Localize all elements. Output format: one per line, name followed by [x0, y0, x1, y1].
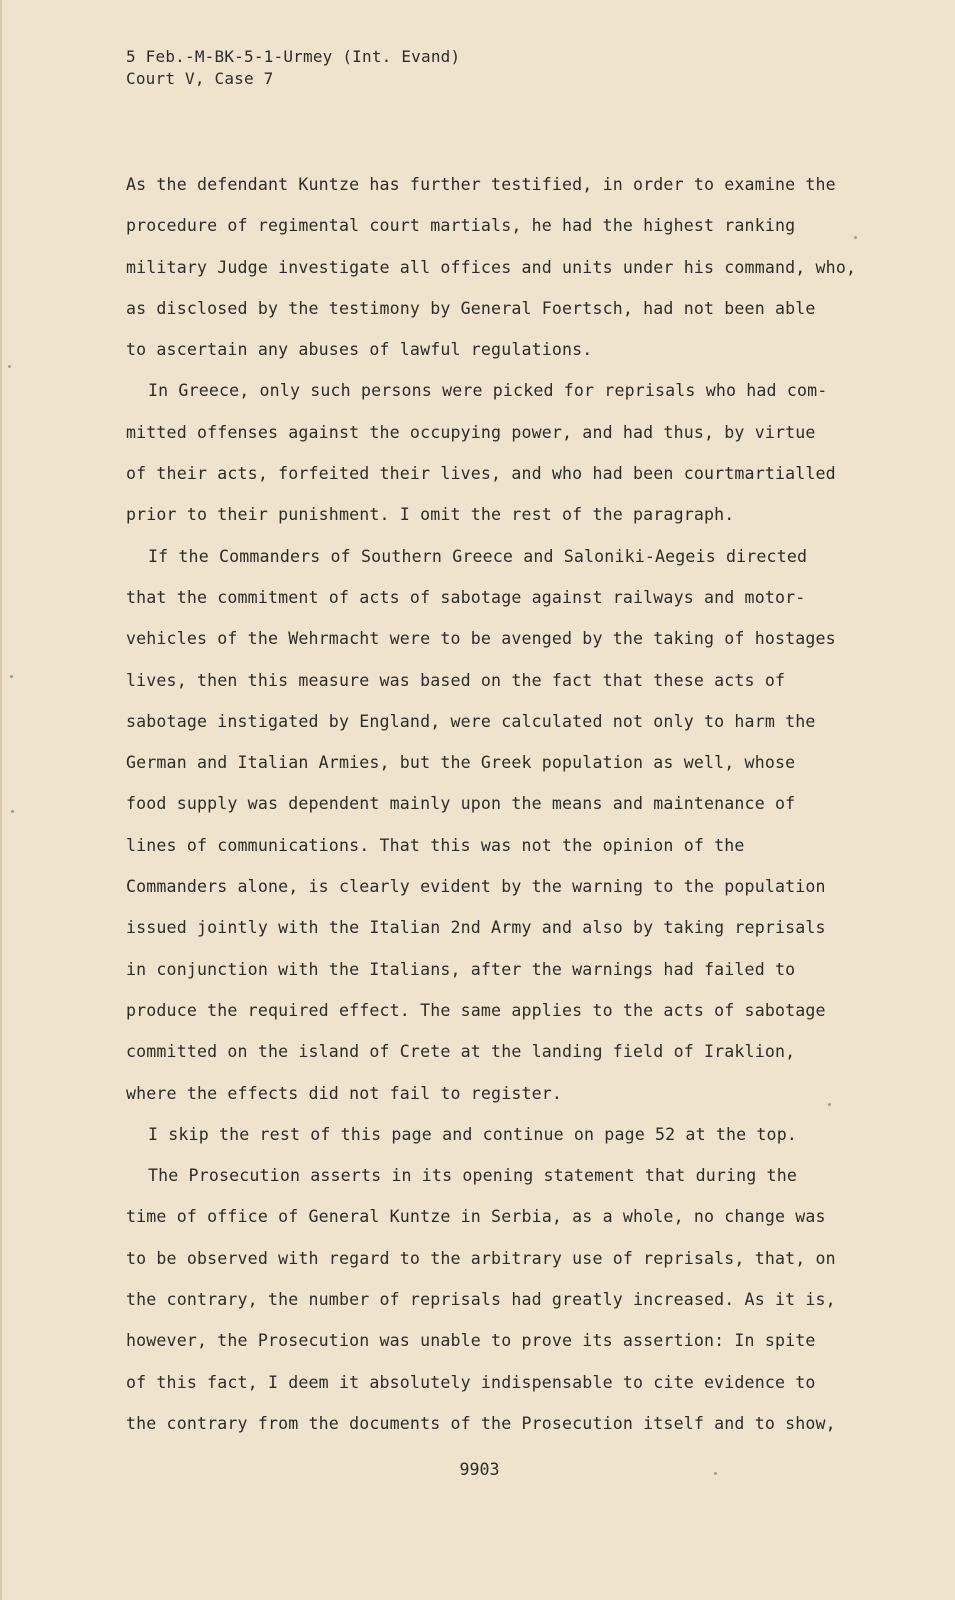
- text-line: mitted offenses against the occupying power, and had thus, by virtue: [126, 422, 816, 442]
- text-line: of this fact, I deem it absolutely indispensable to cite evidence to: [126, 1372, 816, 1392]
- paragraph-start-line: The Prosecution asserts in its opening statement that during the: [148, 1166, 797, 1186]
- text-line: food supply was dependent mainly upon the means and maintenance of: [126, 794, 796, 814]
- text-line: however, the Prosecution was unable to prove its assertion: In spite: [126, 1331, 816, 1351]
- text-line: lives, then this measure was based on the fact that these acts of: [126, 670, 786, 690]
- paper-speck: [11, 810, 14, 813]
- header-line-reference: 5 Feb.-M-BK-5-1-Urmey (Int. Evand): [126, 47, 461, 66]
- text-line: to ascertain any abuses of lawful regulations.: [126, 340, 593, 360]
- text-line: produce the required effect. The same applies to the acts of sabotage: [126, 1000, 826, 1020]
- text-line: time of office of General Kuntze in Serbia, as a whole, no change was: [126, 1207, 826, 1227]
- text-line: Commanders alone, is clearly evident by the warning to the population: [126, 877, 826, 897]
- text-line: of their acts, forfeited their lives, and who had been courtmartialled: [126, 464, 836, 484]
- paper-speck: [8, 365, 11, 368]
- header-line-court: Court V, Case 7: [126, 69, 274, 88]
- text-line: as disclosed by the testimony by General Foertsch, had not been able: [126, 298, 816, 318]
- text-line: the contrary, the number of reprisals had greatly increased. As it is,: [126, 1290, 836, 1310]
- paragraph-start-line: I skip the rest of this page and continue on page 52 at the top.: [148, 1124, 797, 1144]
- paper-speck: [714, 1472, 717, 1475]
- text-line: As the defendant Kuntze has further testified, in order to examine the: [126, 175, 836, 194]
- text-line: committed on the island of Crete at the landing field of Iraklion,: [126, 1042, 796, 1062]
- text-line: in conjunction with the Italians, after the warnings had failed to: [126, 959, 796, 979]
- text-line: military Judge investigate all offices and units under his command, who,: [126, 257, 857, 277]
- page-number: 9903: [459, 1460, 500, 1479]
- paragraph-start-line: In Greece, only such persons were picked for reprisals who had com-: [148, 381, 828, 401]
- text-line: where the effects did not fail to register.: [126, 1083, 563, 1103]
- document-header: [126, 46, 460, 90]
- text-line: issued jointly with the Italian 2nd Army and also by taking reprisals: [126, 918, 826, 938]
- paragraph-start-line: If the Commanders of Southern Greece and Saloniki-Aegeis directed: [148, 546, 808, 566]
- text-line: German and Italian Armies, but the Greek population as well, whose: [126, 753, 796, 773]
- text-line: to be observed with regard to the arbitrary use of reprisals, that, on: [126, 1248, 836, 1268]
- text-line: that the commitment of acts of sabotage against railways and motor-: [126, 587, 806, 607]
- text-line: prior to their punishment. I omit the rest of the paragraph.: [126, 505, 735, 525]
- text-line: the contrary from the documents of the Prosecution itself and to show,: [126, 1413, 836, 1433]
- text-line: lines of communications. That this was not the opinion of the: [126, 835, 745, 855]
- paper-speck: [828, 1103, 831, 1106]
- text-line: vehicles of the Wehrmacht were to be avenged by the taking of hostages: [126, 629, 836, 649]
- body-text: [126, 164, 856, 1444]
- paper-speck: [854, 236, 857, 239]
- text-line: sabotage instigated by England, were calculated not only to harm the: [126, 711, 816, 731]
- paper-speck: [10, 675, 13, 678]
- text-line: procedure of regimental court martials, he had the highest ranking: [126, 216, 796, 236]
